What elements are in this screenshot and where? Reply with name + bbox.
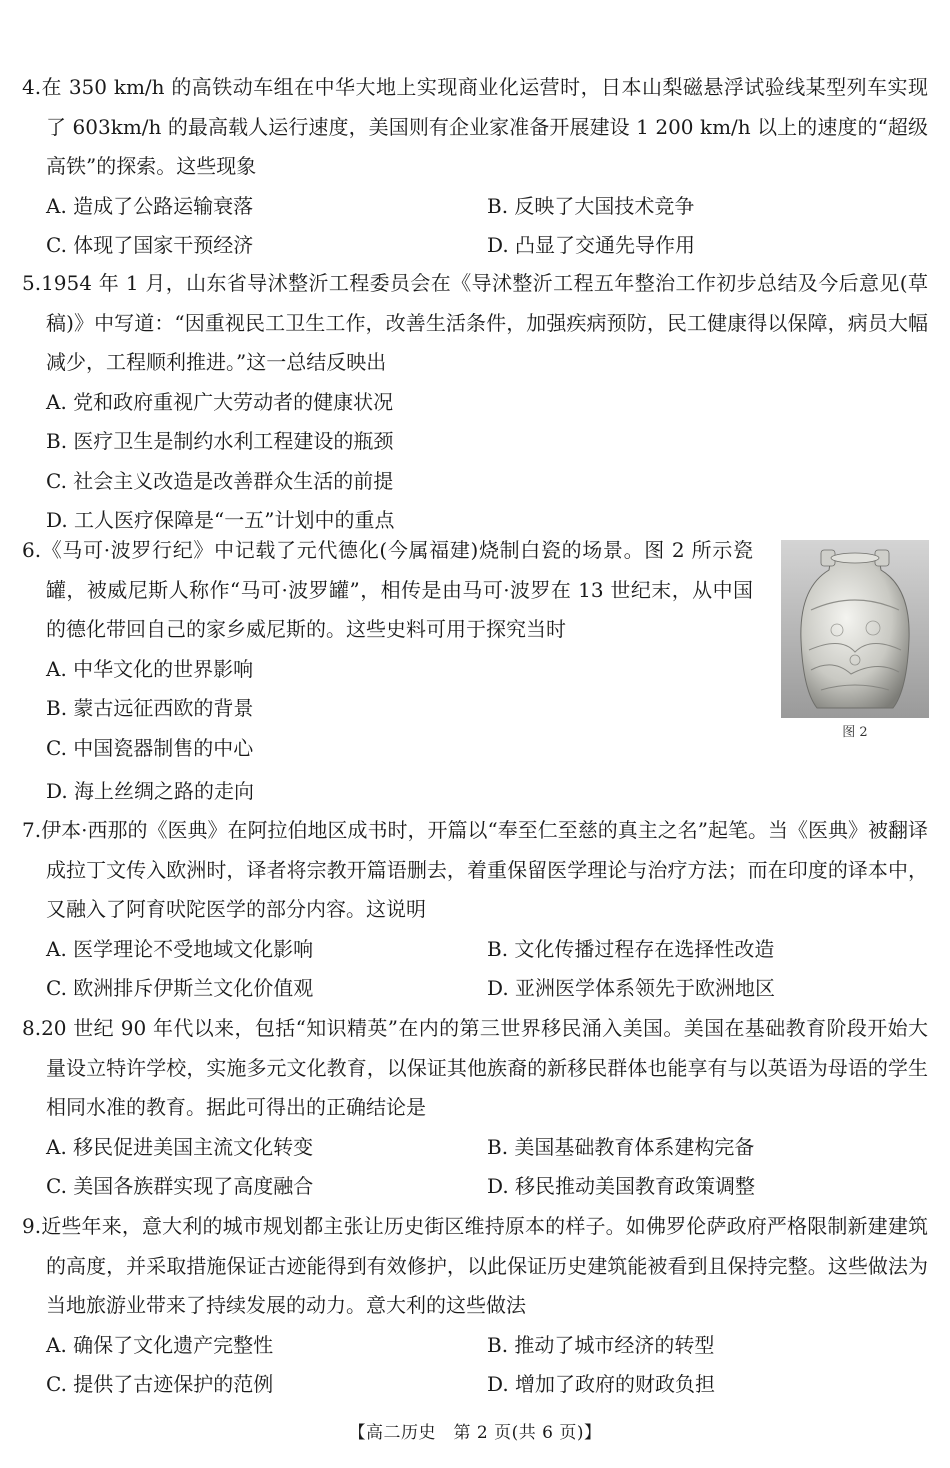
question-5 bbox=[18, 264, 928, 541]
option-a: A. 中华文化的世界影响 bbox=[46, 656, 254, 681]
options bbox=[18, 383, 928, 541]
option-c: C. 欧洲排斥伊斯兰文化价值观 bbox=[46, 976, 314, 1000]
option-b: B. 文化传播过程存在选择性改造 bbox=[487, 936, 775, 961]
option-b: B. 蒙古远征西欧的背景 bbox=[46, 696, 254, 720]
option-a: A. 医学理论不受地域文化影响 bbox=[46, 936, 314, 961]
option-a: A. 确保了文化遗产完整性 bbox=[46, 1332, 274, 1357]
options bbox=[18, 1128, 928, 1207]
question-4 bbox=[18, 68, 928, 266]
option-b: B. 医疗卫生是制约水利工程建设的瓶颈 bbox=[46, 429, 394, 453]
option-b: B. 推动了城市经济的转型 bbox=[487, 1332, 715, 1357]
option-a: A. 党和政府重视广大劳动者的健康状况 bbox=[46, 389, 394, 414]
option-c: C. 社会主义改造是改善群众生活的前提 bbox=[46, 468, 394, 493]
options bbox=[18, 930, 928, 1009]
question-6 bbox=[18, 531, 753, 812]
option-d: D. 移民推动美国教育政策调整 bbox=[487, 1174, 756, 1198]
option-c: C. 美国各族群实现了高度融合 bbox=[46, 1174, 314, 1198]
option-d: D. 增加了政府的财政负担 bbox=[487, 1372, 716, 1396]
options bbox=[18, 650, 753, 812]
options bbox=[18, 1326, 928, 1405]
option-c: C. 提供了古迹保护的范例 bbox=[46, 1372, 274, 1396]
question-stem: 7.伊本·西那的《医典》在阿拉伯地区成书时，开篇以“奉至仁至慈的真主之名”起笔。当《医典》被翻译成拉丁文传入欧洲时，译者将宗教开篇语删去，着重保留医学理论与治疗方法；而在印度的译本中，又融入了阿育吠陀医学的部分内容。这说明 bbox=[22, 818, 928, 921]
option-d: D. 工人医疗保障是“一五”计划中的重点 bbox=[46, 508, 395, 532]
question-stem: 4.在 350 km/h 的高铁动车组在中华大地上实现商业化运营时，日本山梨磁悬浮试验线某型列车实现了 603km/h 的最高载人运行速度，美国则有企业家准备开展建设 1 200 km/h 以上的速度的“超级高铁”的探索。这些现象 bbox=[22, 75, 928, 178]
option-d: D. 亚洲医学体系领先于欧洲地区 bbox=[487, 976, 776, 1000]
question-7 bbox=[18, 811, 928, 1009]
option-a: A. 造成了公路运输衰落 bbox=[46, 193, 254, 218]
question-stem: 6.《马可·波罗行纪》中记载了元代德化(今属福建)烧制白瓷的场景。图 2 所示瓷罐，被威尼斯人称作“马可·波罗罐”，相传是由马可·波罗在 13 世纪末，从中国的德化带回自己的家乡威尼斯的。这些史料可用于探究当时 bbox=[22, 538, 753, 641]
figure-caption: 图 2 bbox=[842, 725, 868, 740]
question-9 bbox=[18, 1207, 928, 1405]
option-b: B. 反映了大国技术竞争 bbox=[487, 193, 695, 218]
option-c: C. 中国瓷器制售的中心 bbox=[46, 735, 254, 760]
option-c: C. 体现了国家干预经济 bbox=[46, 233, 254, 257]
question-stem: 9.近些年来，意大利的城市规划都主张让历史街区维持原本的样子。如佛罗伦萨政府严格限制新建建筑的高度，并采取措施保证古迹能得到有效修护，以此保证历史建筑能被看到且保持完整。这些做法为当地旅游业带来了持续发展的动力。意大利的这些做法 bbox=[22, 1214, 928, 1317]
porcelain-jar-image bbox=[781, 540, 929, 718]
question-stem: 8.20 世纪 90 年代以来，包括“知识精英”在内的第三世界移民涌入美国。美国在基础教育阶段开始大量设立特许学校，实施多元文化教育，以保证其他族裔的新移民群体也能享有与以英语为母语的学生相同水准的教育。据此可得出的正确结论是 bbox=[22, 1016, 928, 1119]
option-a: A. 移民促进美国主流文化转变 bbox=[46, 1134, 314, 1159]
question-8 bbox=[18, 1009, 928, 1207]
options bbox=[18, 187, 928, 266]
question-stem: 5.1954 年 1 月，山东省导沭整沂工程委员会在《导沭整沂工程五年整治工作初步总结及今后意见(草稿)》中写道：“因重视民工卫生工作，改善生活条件，加强疾病预防，民工健康得以保障，病员大幅减少，工程顺利推进。”这一总结反映出 bbox=[22, 271, 928, 374]
option-b: B. 美国基础教育体系建构完备 bbox=[487, 1134, 755, 1159]
option-d: D. 海上丝绸之路的走向 bbox=[46, 779, 255, 803]
option-d: D. 凸显了交通先导作用 bbox=[487, 233, 696, 257]
page-footer: 【高二历史 第 2 页(共 6 页)】 bbox=[348, 1423, 602, 1443]
